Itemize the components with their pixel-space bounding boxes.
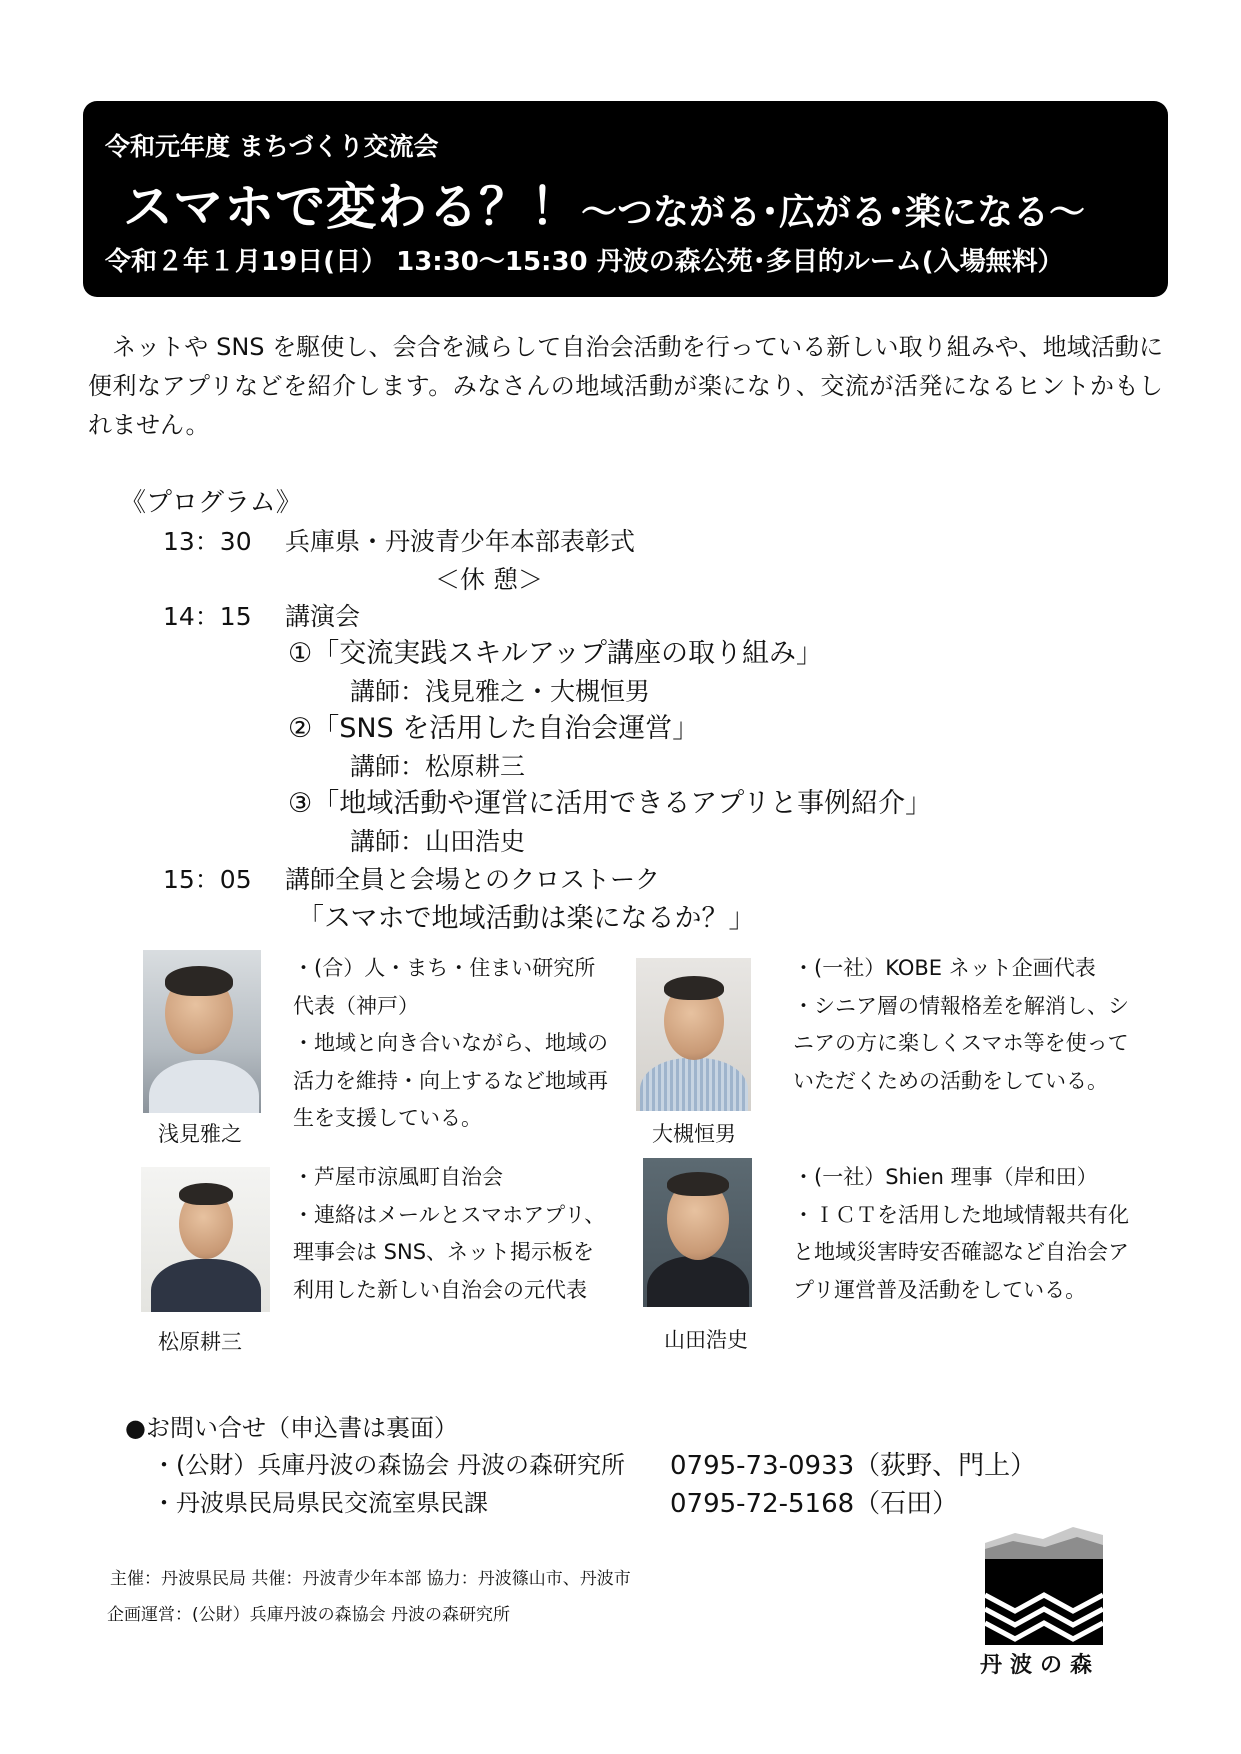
speaker-name: 大槻恒男 — [652, 1122, 736, 1146]
lecture-title: ①「交流実践スキルアップ講座の取り組み」 — [288, 638, 824, 669]
contact-org: ・丹波県民局県民交流室県民課 — [152, 1489, 488, 1517]
speaker-photo — [141, 1167, 270, 1312]
speaker-photo — [143, 950, 261, 1113]
event-title-main: スマホで変わる？！ — [123, 178, 581, 236]
event-title — [123, 167, 1085, 239]
planning-line: 企画運営：(公財）兵庫丹波の森協会 丹波の森研究所 — [107, 1605, 511, 1625]
lecture-title: ③「地域活動や運営に活用できるアプリと事例紹介」 — [288, 788, 933, 819]
speaker-description: ・(一社）KOBE ネット企画代表 ・シニア層の情報格差を解消し、シニアの方に楽しくスマホ等を使っていただくための活動をしている。 — [793, 956, 1129, 1093]
program-item: 講師全員と会場とのクロストーク — [285, 865, 661, 894]
program-time: 13：30 — [163, 527, 252, 556]
speaker-description: ・(合）人・まち・住まい研究所代表（神戸） ・地域と向き合いながら、地域の活力を維持・向上するなど地域再生を支援している。 — [293, 956, 608, 1130]
program-time: 14：15 — [163, 602, 252, 631]
contact-tel: 0795-73-0933（荻野、門上） — [670, 1451, 1037, 1481]
lecture-lecturer: 講師：松原耕三 — [350, 752, 526, 781]
header-banner — [83, 101, 1168, 297]
speaker-name: 浅見雅之 — [158, 1122, 242, 1146]
program-item: 講演会 — [285, 602, 361, 631]
program-heading: 《プログラム》 — [120, 488, 302, 518]
program-time: 15：05 — [163, 865, 252, 894]
speaker-name: 山田浩史 — [664, 1328, 748, 1352]
organizer-line: 主催：丹波県民局 共催：丹波青少年本部 協力：丹波篠山市、丹波市 — [110, 1569, 631, 1589]
lecture-lecturer: 講師：山田浩史 — [350, 827, 526, 856]
event-subtitle: 令和元年度 まちづくり交流会 — [105, 132, 439, 161]
contact-org: ・(公財）兵庫丹波の森協会 丹波の森研究所 — [152, 1451, 625, 1479]
logo-text: 丹波の森 — [980, 1653, 1101, 1678]
speaker-description: ・芦屋市涼風町自治会 ・連絡はメールとスマホアプリ、理事会は SNS、ネット掲示板を利用した新しい自治会の元代表 — [293, 1165, 606, 1302]
intro-paragraph: ネットや SNS を駆使し、会合を減らして自治会活動を行っている新しい取り組みや、地域活動に便利なアプリなどを紹介します。みなさんの地域活動が楽になり、交流が活発になるヒントかもしれません。 — [88, 333, 1163, 439]
crosstalk-title: 「スマホで地域活動は楽になるか？」 — [297, 903, 756, 934]
speaker-photo — [636, 958, 751, 1111]
tamba-no-mori-logo — [985, 1525, 1103, 1645]
intro-text — [88, 328, 1163, 445]
contact-heading: ●お問い合せ（申込書は裏面） — [125, 1414, 458, 1442]
lecture-lecturer: 講師：浅見雅之・大槻恒男 — [350, 677, 651, 706]
speaker-photo — [643, 1158, 752, 1307]
program-item: 兵庫県・丹波青少年本部表彰式 — [285, 527, 636, 556]
event-date-line: 令和２年１月19日(日） 13:30～15:30 丹波の森公苑･多目的ルーム(入場無料） — [105, 247, 1064, 277]
speaker-name: 松原耕三 — [158, 1330, 242, 1354]
program-break: ＜休 憩＞ — [435, 565, 543, 594]
event-title-tail: ～つながる･広がる･楽になる～ — [581, 192, 1086, 233]
lecture-title: ②「SNS を活用した自治会運営」 — [288, 713, 700, 744]
speaker-description: ・(一社）Shien 理事（岸和田） ・ＩＣＴを活用した地域情報共有化と地域災害時安否確認など自治会アプリ運営普及活動をしている。 — [793, 1165, 1129, 1302]
contact-tel: 0795-72-5168（石田） — [670, 1489, 959, 1519]
